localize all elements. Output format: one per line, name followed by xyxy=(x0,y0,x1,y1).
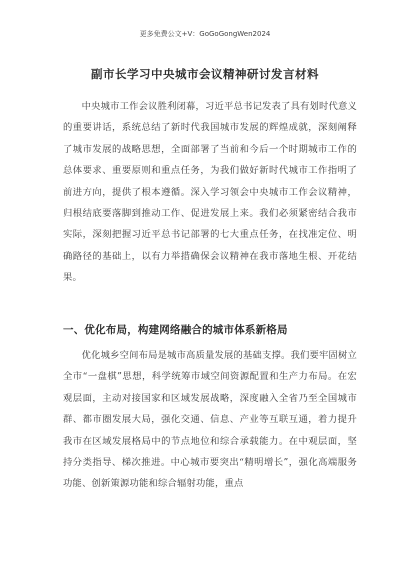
body-paragraph-1-container xyxy=(63,96,357,289)
header-watermark: 更多免费公文+V：GoGoGongWen2024 xyxy=(139,30,271,38)
body-paragraph: 优化城乡空间布局是城市高质量发展的基础支撑。我们要牢固树立全市“一盘棋”思想，科学统筹市域空间资源配置和生产力布局。在宏观层面，主动对接国家和区域发展战略，深度融入全省乃至全国城市群、都市圈发展大局，强化交通、信息、产业等互联互通，着力提升我市在区域发展格局中的节点地位和综合承载能力。在中观层面，坚持分类指导、梯次推进。中心城市要突出“精明增长”，强化高端服务功能、创新策源功能和综合辐射功能，重点 xyxy=(63,350,358,490)
body-paragraph-2-container xyxy=(63,345,357,495)
body-paragraph: 中央城市工作会议胜利闭幕，习近平总书记发表了具有划时代意义的重要讲话，系统总结了新时代我国城市发展的辉煌成就，深刻阐释了城市发展的战略思想，全面部署了当前和今后一个时期城市工作的总体要求、重要原则和重点任务，为我们做好新时代城市工作指明了前进方向，提供了根本遵循。深入学习领会中央城市工作会议精神，归根结底要落脚到推动工作、促进发展上来。我们必须紧密结合我市实际，深刻把握习近平总书记部署的七大重点任务，在找准定位、明确路径的基础上，以有力举措确保会议精神在我市落地生根、开花结果。 xyxy=(63,101,358,284)
section-heading: 一、优化布局，构建网络融合的城市体系新格局 xyxy=(63,324,288,336)
document-title: 副市长学习中央城市会议精神研讨发言材料 xyxy=(91,67,319,81)
